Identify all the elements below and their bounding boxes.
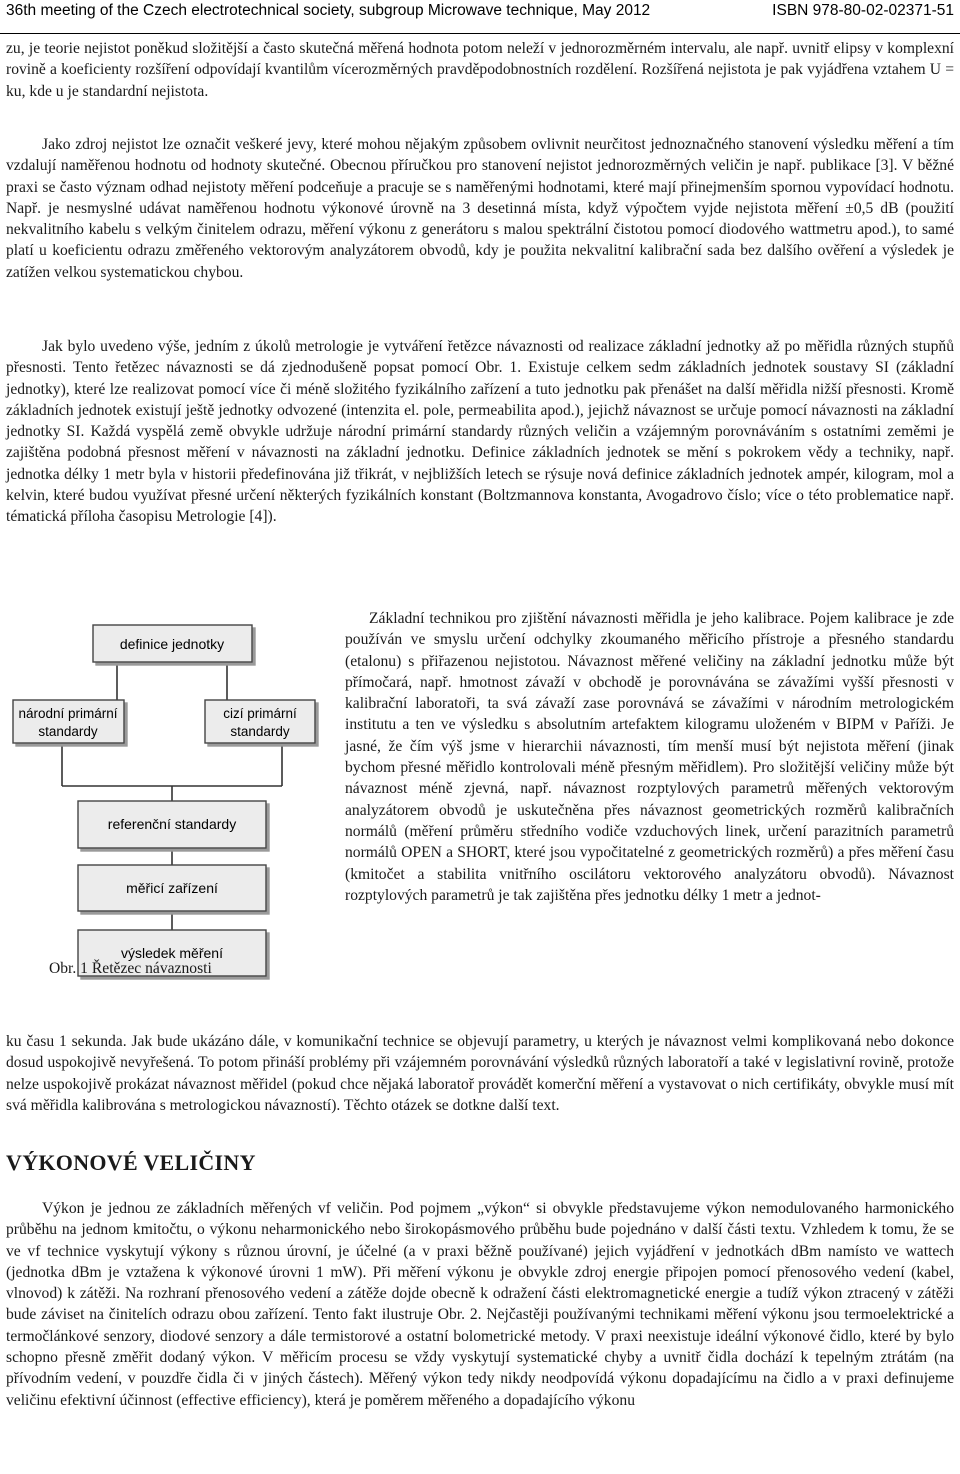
section-heading: VÝKONOVÉ VELIČINY — [6, 1150, 256, 1175]
paragraph-calibration-continued: ku času 1 sekunda. Jak bude ukázáno dále, v komunikační technice se objevují parametry, u kterých je návaznost velmi komplikovaná nebo dokonce dosud uspokojivě nevyřešená. To potom přináší problémy při vzájemném porovnávání výsledků různých laboratoří a také v legislativní rovině, protože nelze uspokojivě prokázat návaznost měřidel (pokud chce nějaká laboratoř provádět komerční měření a vystavovat o nich certifikáty, obvykle musí mít svá měřidla kalibrována s metrologickou návazností). Těchto otázek se dotkne další text. — [6, 1033, 954, 1114]
paragraph-uncertainty-sources: Jako zdroj nejistot lze označit veškeré jevy, které mohou nějakým způsobem ovlivnit neurčitost jednoznačného stanovení výsledku měření a tím vzdalují naměřenou hodnotu od hodnoty skutečné. Obecnou příručkou pro stanovení nejistot jednorozměrných veličin je např. publikace [3]. V běžné praxi se často význam odhad nejistoty měření podceňuje a pracuje se s naměřenými hodnotami, které mají přinejmenším spornou vypovídací hodnotu. Např. je nesmyslné udávat naměřenou hodnotu výkonové úrovně na 3 desetinná místa, když výpočtem vyjde nejistota měření ±0,5 dB (použití nekvalitního kabelu s velkým činitelem odrazu, měření výkonu z generátoru s malou spektrální čistotou pomocí diodového wattmetru apod.), to samé platí u koeficientu odrazu změřeného vektorovým analyzátorem obvodů, kdy je použita nekvalitní kalibrační sada bez dalšího ověření a výsledek je zatížen velkou systematickou chybou. — [6, 136, 954, 281]
box-result-label: výsledek měření — [121, 945, 223, 961]
header-conference: 36th meeting of the Czech electrotechnical society, subgroup Microwave technique, May 2012 — [6, 2, 651, 19]
box-national-standards — [13, 700, 124, 743]
box-definition — [93, 625, 252, 662]
box-reference-standards — [78, 801, 266, 848]
box-device-label: měřicí zařízení — [126, 880, 218, 896]
box-national-label-1: národní primární — [18, 706, 118, 721]
box-national-label-2: standardy — [38, 724, 98, 739]
figure-traceability-chain — [0, 612, 330, 984]
traceability-diagram — [0, 612, 330, 984]
paragraph-traceability-chain: Jak bylo uvedeno výše, jedním z úkolů metrologie je vytváření řetězce návaznosti od realizace základní jednotky až po měřidla různých stupňů přesnosti. Tento řetězec návaznosti se dá zjednodušeně popsat pomocí Obr. 1. Existuje celkem sedm základních jednotek soustavy SI (základní jednotky), které lze realizovat pomocí více či méně složitého fyzikálního zařízení a tuto jednotku pak přenášet na další měřidla nižší přesnosti. Kromě základních jednotek existují ještě jednotky odvozené (intenzita el. pole, permeabilita apod.), jejichž návaznost se určuje pomocí návaznosti na základní jednotky SI. Každá vyspělá země obvykle udržuje národní primární standardy různých veličin a vzájemným porovnáváním s ostatními zeměmi je zajištěna podobná přesnost měření v návaznosti na základní jednotku. Definice základních jednotek se mění s pokrokem vědy a techniky, např. jednotka délky 1 metr byla v historii předefinována již třikrát, v nejbližších letech se rýsuje nová definice základních jednotek ampér, kilogram, mol a kelvin, které budou využívat přesné určení některých fyzikálních konstant (Boltzmannova konstanta, Avogadrovo číslo; více o této problematice např. tématická příloha časopisu Metrologie [4]). — [6, 338, 954, 526]
figure-caption: Obr. 1 Řetězec návaznosti — [49, 960, 212, 977]
page-header — [0, 0, 960, 34]
box-foreign-label-1: cizí primární — [223, 706, 297, 721]
box-foreign-standards — [205, 700, 315, 743]
header-isbn: ISBN 978-80-02-02371-51 — [772, 2, 954, 19]
box-measuring-device — [78, 865, 266, 911]
box-definition-label: definice jednotky — [119, 636, 225, 652]
paragraph-power-quantities: Výkon je jednou ze základních měřených vf veličin. Pod pojmem „výkon“ si obvykle představujeme výkon nemodulovaného harmonického průběhu na jednom kmitočtu, o výkonu neharmonického nebo širokopásmového průběhu bude pojednáno v další části textu. Vzhledem k tomu, že se ve vf technice vyskytují výkony s různou úrovní, je účelné (a v praxi běžně používané) jejich vyjádření v jednotkách dBm namísto ve wattech (jednotka dBm je vztažena k výkonové úrovni 1 mW). Při měření výkonu je obvykle zdroj energie připojen pomocí přenosového vedení (kabel, vlnovod) k zátěži. Na rozhraní přenosového vedení a zátěže dojde obecně k odražení části elektromagnetické energie a tudíž výkon ztracený v zátěži bude záviset na činitelích odrazu obou zařízení. Tento fakt ilustruje Obr. 2. Nejčastěji používanými technikami měření výkonu jsou termoelektrické a termočlánkové senzory, diodové senzory a dále termistorové a ostatní bolometrické metody. V praxi neexistuje ideální výkonové čidlo, které by bylo schopno přesně změřit dodaný výkon. V měřicím procesu se vždy vyskytují systematické chyby a uvnitř čidla dochází k tepelným ztrátám (na přívodním vedení, v pouzdře čidla či v jiných částech). Měřený výkon tedy nikdy neodpovídá výkonu dopadajícímu na čidlo a v praxi definujeme veličinu efektivní účinnost (effective efficiency), která je poměrem měřeného a dopadajícího výkonu — [6, 1200, 954, 1409]
paragraph-calibration: Základní technikou pro zjištění návaznosti měřidla je jeho kalibrace. Pojem kalibrace je zde používán ve smyslu určení odchylky zkoumaného měřicího přístroje a přesného standardu (etalonu) s přiřazenou nejistotou. Návaznost měřené veličiny na základní jednotku může být přímočará, např. hmotnost závaží v obchodě je porovnávána se závažími vyšší přesnosti v kalibrační laboratoři, ta svá závaží zase porovnává se závažími v národním metrologickém institutu a ten ve výsledku s absolutním artefaktem kilogramu uloženém v BIPM v Paříži. Je jasné, že čím výš jsme v hierarchii návaznosti, tím menší musí být nejistota měření (jinak bychom přesné měřidlo kontrolovali méně přesným měřidlem). Pro složitější veličiny může být návaznost méně zjevná, např. návaznost rozptylových parametrů měřených vektorovým analyzátorem obvodů je uskutečněna přes návaznost geometrických rozměrů kalibračních normálů (měření průměru středního vodiče vzduchových linek, určení parazitních parametrů normálů OPEN a SHORT, které jsou vypočitatelné z geometrických rozměrů) a přes měření času (kmitočet a stabilita vnitřního oscilátoru vektorového analyzátoru obvodů). Návaznost rozptylových parametrů je tak zajištěna přes jednotku délky 1 metr a jednot- — [345, 610, 954, 904]
box-reference-label: referenční standardy — [107, 816, 237, 832]
paragraph-uncertainty-intro: zu, je teorie nejistot poněkud složitější a často skutečná měřená hodnota potom neleží v jednorozměrném intervalu, ale např. uvnitř elipsy v komplexní rovině a koeficienty rozšíření odpovídají kvantilům vícerozměrných pravděpodobnostních rozdělení. Rozšířená nejistota je pak vyjádřena vztahem U = ku, kde u je standardní nejistota. — [6, 40, 954, 100]
box-foreign-label-2: standardy — [230, 724, 290, 739]
